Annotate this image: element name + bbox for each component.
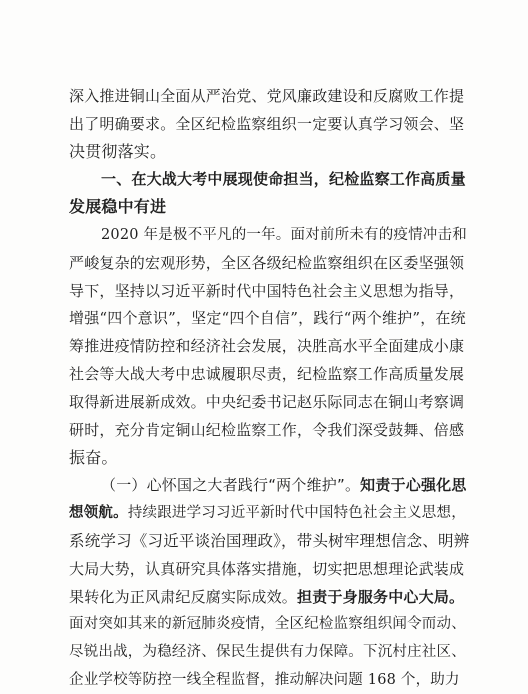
para3-line-2: 尽锐出战，为稳经济、保民生提供有力保障。下沉村庄社区、 xyxy=(69,644,466,660)
subsection-1-emphasis-end: 想领航。 xyxy=(69,505,128,521)
para2-emphasis: 担责于身服务中心大局。 xyxy=(297,588,465,606)
section-heading-line-1: 一、在大战大考中展现使命担当，纪检监察工作高质量 xyxy=(101,170,466,188)
intro-line-1: 深入推进铜山全面从严治党、党风廉政建设和反腐败工作提 xyxy=(69,87,465,105)
para1-line-3: 导下，坚持以习近平新时代中国特色社会主义思想为指导， xyxy=(69,282,465,300)
para1-line-7: 取得新进展新成效。中央纪委书记赵乐际同志在铜山考察调 xyxy=(69,393,465,411)
intro-line-2: 出了明确要求。全区纪检监察组织一定要认真学习领会、坚 xyxy=(69,115,465,133)
intro-line-3: 决贯彻落实。 xyxy=(69,142,167,161)
para1-line-6: 社会等大战大考中忠诚履职尽责，纪检监察工作高质量发展 xyxy=(69,365,465,383)
subsection-1-title: （一）心怀国之大者践行“两个维护”。 xyxy=(101,476,361,494)
para3-line-1: 面对突如其来的新冠肺炎疫情，全区纪检监察组织闻令而动、 xyxy=(69,616,466,632)
para2-text-end: 果转化为正风肃纪反腐实际成效。 xyxy=(69,588,298,606)
para1-line-9: 振奋。 xyxy=(69,448,118,467)
para2-line-2: 大局大势，认真研究具体落实措施，切实把思想理论武装成 xyxy=(69,560,465,578)
para1-line-5: 筹推进疫情防控和经济社会发展，决胜高水平全面建成小康 xyxy=(69,337,465,355)
para1-line-1: 2020 年是极不平凡的一年。面对前所未有的疫情冲击和 xyxy=(101,227,467,243)
para1-line-4: 增强“四个意识”，坚定“四个自信”，践行“两个维护”，在统 xyxy=(69,309,466,327)
para1-line-2: 严峻复杂的宏观形势，全区各级纪检监察组织在区委坚强领 xyxy=(69,254,465,272)
subsection-1-line-2 xyxy=(69,503,466,523)
para1-line-8: 研时，充分肯定铜山纪检监察工作，令我们深受鼓舞、倍感 xyxy=(69,421,465,439)
subsection-1-line-1 xyxy=(101,475,467,495)
para3-line-3: 企业学校等防控一线全程监督，推动解决问题 168 个，助力 xyxy=(69,672,460,688)
subsection-1-text: 持续跟进学习习近平新时代中国特色社会主义思想， xyxy=(127,505,466,521)
para2-line-1: 系统学习《习近平谈治国理政》，带头树牢理想信念、明辨 xyxy=(69,532,470,550)
subsection-1-emphasis: 知责于心强化思 xyxy=(360,476,467,494)
para2-line-3 xyxy=(69,587,464,607)
section-heading-line-2: 发展稳中有进 xyxy=(69,197,167,216)
